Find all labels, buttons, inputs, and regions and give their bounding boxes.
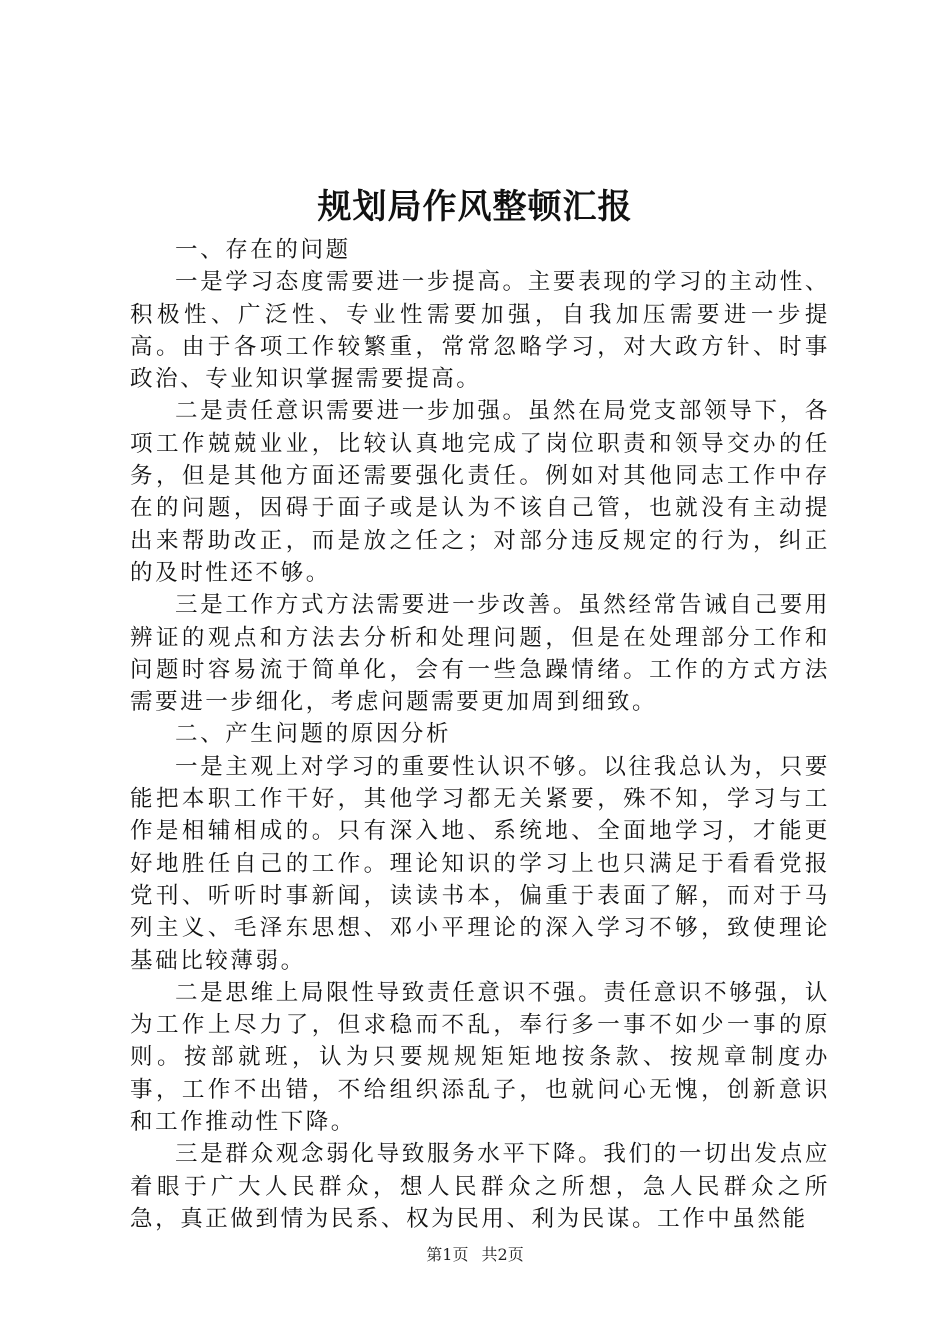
page-footer: [0, 1243, 950, 1267]
paragraph-cause-study: 一是主观上对学习的重要性认识不够。以往我总认为，只要能把本职工作干好，其他学习都无关紧要，殊不知，学习与工作是相辅相成的。只有深入地、系统地、全面地学习，才能更好地胜任自己的工作。理论知识的学习上也只满足于看看党报党刊、听听时事新闻，读读书本，偏重于表面了解，而对于马列主义、毛泽东思想、邓小平理论的深入学习不够，致使理论基础比较薄弱。: [130, 753, 830, 974]
paragraph-responsibility: 二是责任意识需要进一步加强。虽然在局党支部领导下，各项工作兢兢业业，比较认真地完成了岗位职责和领导交办的任务，但是其他方面还需要强化责任。例如对其他同志工作中存在的问题，因碍于面子或是认为不该自己管，也就没有主动提出来帮助改正，而是放之任之；对部分违反规定的行为，纠正的及时性还不够。: [130, 398, 830, 586]
page-number: 第1页: [426, 1245, 469, 1264]
page-total: 共2页: [481, 1245, 524, 1264]
document-body: [130, 234, 830, 1235]
paragraph-cause-public: 三是群众观念弱化导致服务水平下降。我们的一切出发点应着眼于广大人民群众，想人民群众之所想，急人民群众之所急，真正做到情为民系、权为民用、利为民谋。工作中虽然能: [130, 1141, 830, 1232]
paragraph-cause-thinking: 二是思维上局限性导致责任意识不强。责任意识不够强，认为工作上尽力了，但求稳而不乱，奉行多一事不如少一事的原则。按部就班，认为只要规规矩矩地按条款、按规章制度办事，工作不出错，不给组织添乱子，也就问心无愧，创新意识和工作推动性下降。: [130, 979, 830, 1136]
paragraph-study-attitude: 一是学习态度需要进一步提高。主要表现的学习的主动性、积极性、广泛性、专业性需要加强，自我加压需要进一步提高。由于各项工作较繁重，常常忽略学习，对大政方针、时事政治、专业知识掌握需要提高。: [130, 269, 830, 393]
paragraph-work-methods: 三是工作方式方法需要进一步改善。虽然经常告诫自己要用辨证的观点和方法去分析和处理问题，但是在处理部分工作和问题时容易流于简单化，会有一些急躁情绪。工作的方式方法需要进一步细化，考虑问题需要更加周到细致。: [130, 592, 830, 716]
document-title: 规划局作风整顿汇报: [317, 187, 633, 227]
section-heading-causes: 二、产生问题的原因分析: [175, 721, 452, 748]
section-heading-problems: 一、存在的问题: [175, 237, 351, 263]
